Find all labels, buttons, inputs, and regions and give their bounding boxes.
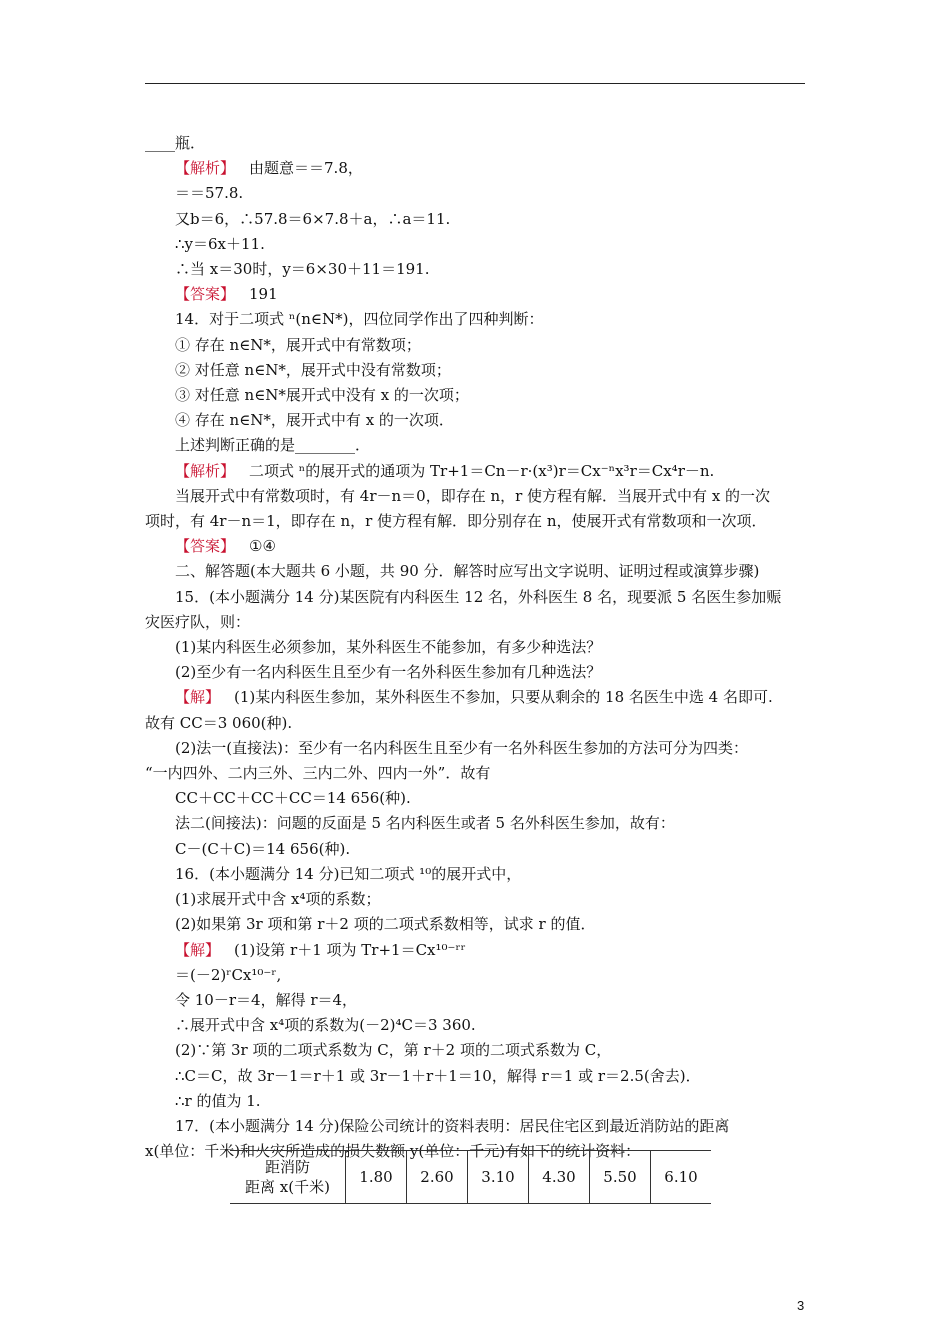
text-line: (2)至少有一名内科医生且至少有一名外科医生参加有几种选法？ bbox=[175, 663, 602, 682]
question-14: 14．对于二项式 ⁿ(n∈N*)，四位同学作出了四种判断： bbox=[175, 310, 544, 329]
text-line: (2)∵第 3r 项的二项式系数为 C，第 r＋2 项的二项式系数为 C， bbox=[175, 1041, 612, 1060]
answer-tag: 【答案】 bbox=[175, 285, 236, 304]
question-17: 17．(本小题满分 14 分)保险公司统计的资料表明：居民住宅区到最近消防站的距离 bbox=[175, 1116, 730, 1135]
solution-line bbox=[145, 685, 817, 710]
table-row bbox=[230, 1151, 711, 1204]
text-line: ＝＝57.8. bbox=[175, 184, 244, 203]
text-line: “一内四外、二内三外、三内二外、四内一外”．故有 bbox=[145, 764, 491, 783]
analysis-line bbox=[145, 156, 817, 181]
text-line: ∴展开式中含 x⁴项的系数为(－2)⁴C＝3 360. bbox=[175, 1016, 476, 1035]
table-cell: 4.30 bbox=[529, 1151, 590, 1204]
text-line: x(单位：千米)和火灾所造成的损失数额 y(单位：千元)有如下的统计资料： bbox=[145, 1142, 641, 1161]
solution-line bbox=[145, 938, 817, 963]
text-line: 又b＝6，∴57.8＝6×7.8＋a，∴a＝11. bbox=[175, 209, 451, 228]
text-line: 法二(间接法)：问题的反面是 5 名内科医生或者 5 名外科医生参加，故有： bbox=[175, 814, 675, 833]
text-line: ∴r 的值为 1. bbox=[175, 1091, 261, 1110]
table-header-cell bbox=[230, 1151, 346, 1204]
header-line: 距消防 bbox=[264, 1158, 310, 1176]
text-line: 项时，有 4r－n＝1，即存在 n，r 使方程有解．即分别存在 n，使展开式有常数项和一次项． bbox=[145, 512, 767, 531]
text-line: (2)法一(直接法)：至少有一名内科医生且至少有一名外科医生参加的方法可分为四类： bbox=[175, 738, 748, 757]
text-line: ② 对任意 n∈N*，展开式中没有常数项； bbox=[175, 360, 451, 379]
solution-tag: 【解】 bbox=[175, 688, 221, 707]
text-span: 由题意＝＝7.8， bbox=[249, 159, 363, 178]
text-span: ①④ bbox=[249, 537, 276, 556]
text-line: ③ 对任意 n∈N*展开式中没有 x 的一次项； bbox=[175, 386, 469, 405]
text-line: ∴当 x＝30时，y＝6×30＋11＝191. bbox=[175, 260, 430, 279]
text-line: (1)某内科医生必须参加，某外科医生不能参加，有多少种选法？ bbox=[175, 638, 602, 657]
document-body bbox=[145, 131, 817, 1164]
text-line: CC＋CC＋CC＋CC＝14 656(种). bbox=[175, 789, 411, 808]
analysis-tag: 【解析】 bbox=[175, 159, 236, 178]
text-line: C－(C＋C)＝14 656(种). bbox=[175, 839, 351, 858]
text-line: 令 10－r＝4，解得 r＝4， bbox=[175, 990, 358, 1009]
text-span: (1)设第 r＋1 项为 Tr+1＝Cx¹⁰⁻ʳʳ bbox=[234, 940, 466, 959]
text-line: 当展开式中有常数项时，有 4r－n＝0，即存在 n，r 使方程有解．当展开式中有 x 的一次 bbox=[175, 486, 771, 505]
text-line: ____瓶． bbox=[145, 134, 206, 152]
question-15: 15．(本小题满分 14 分)某医院有内科医生 12 名，外科医生 8 名，现要派 5 名医生参加赈 bbox=[175, 587, 782, 606]
table-cell: 1.80 bbox=[346, 1151, 407, 1204]
analysis-tag: 【解析】 bbox=[175, 461, 236, 480]
text-span: 191 bbox=[249, 285, 278, 304]
text-line: 故有 CC＝3 060(种). bbox=[145, 713, 293, 732]
header-rule bbox=[145, 83, 805, 84]
table-cell: 6.10 bbox=[651, 1151, 712, 1204]
text-line: (1)求展开式中含 x⁴项的系数； bbox=[175, 890, 381, 909]
text-line: ① 存在 n∈N*，展开式中有常数项； bbox=[175, 335, 421, 354]
text-line: 灾医疗队，则： bbox=[145, 612, 251, 631]
answer-line bbox=[145, 534, 817, 559]
text-span: 二项式 ⁿ的展开式的通项为 Tr+1＝Cn－r·(x³)r＝Cx⁻ⁿx³r＝Cx⁴r－n. bbox=[249, 461, 715, 480]
solution-tag: 【解】 bbox=[175, 940, 221, 959]
text-line: (2)如果第 3r 项和第 r＋2 项的二项式系数相等，试求 r 的值． bbox=[175, 915, 596, 934]
distance-table bbox=[230, 1150, 711, 1204]
question-16: 16．(本小题满分 14 分)已知二项式 ¹⁰的展开式中， bbox=[175, 864, 522, 883]
text-line: ＝(－2)ʳCx¹⁰⁻ʳ, bbox=[175, 965, 282, 984]
text-line: ∴C＝C，故 3r－1＝r＋1 或 3r－1＋r＋1＝10，解得 r＝1 或 r＝2.5(舍去)． bbox=[175, 1066, 701, 1085]
answer-tag: 【答案】 bbox=[175, 537, 236, 556]
table-cell: 5.50 bbox=[590, 1151, 651, 1204]
text-line: ④ 存在 n∈N*，展开式中有 x 的一次项． bbox=[175, 411, 454, 430]
section-heading: 二、解答题(本大题共 6 小题，共 90 分．解答时应写出文字说明、证明过程或演算步骤) bbox=[175, 562, 760, 581]
header-line: 距离 x(千米) bbox=[245, 1178, 330, 1196]
text-line: ∴y＝6x＋11. bbox=[175, 234, 265, 253]
answer-line bbox=[145, 282, 817, 307]
table-cell: 2.60 bbox=[407, 1151, 468, 1204]
page-number: 3 bbox=[797, 1298, 805, 1313]
table-cell: 3.10 bbox=[468, 1151, 529, 1204]
text-span: (1)某内科医生参加，某外科医生不参加，只要从剩余的 18 名医生中选 4 名即可. bbox=[234, 688, 773, 707]
text-line: 上述判断正确的是________． bbox=[175, 436, 371, 455]
analysis-line bbox=[145, 459, 817, 484]
